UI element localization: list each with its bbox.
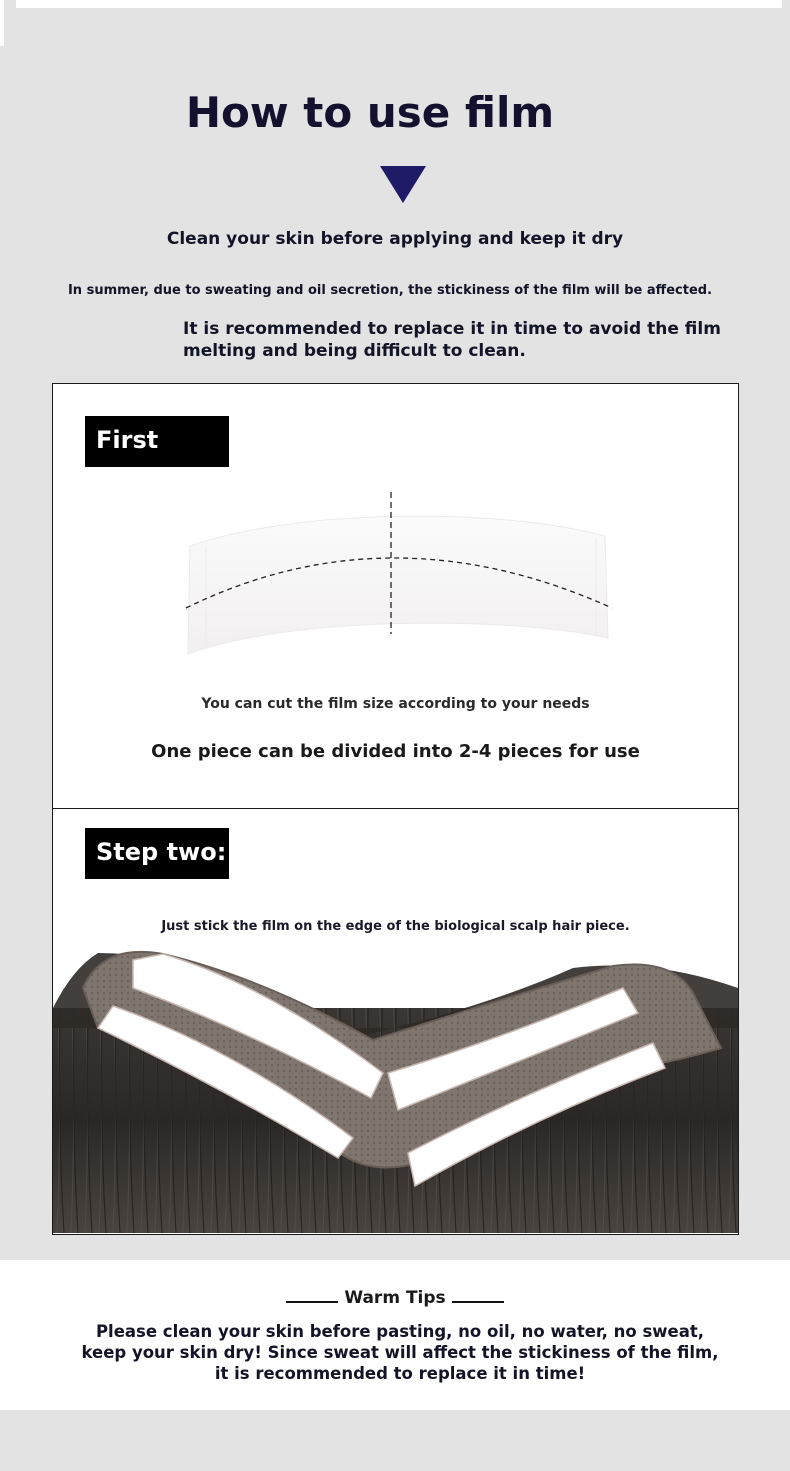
tips-title-row [0,1288,790,1308]
summer-note: In summer, due to sweating and oil secretion, the stickiness of the film will be affected. [67,283,713,298]
top-white-edge [0,0,4,46]
film-strip-shape [188,516,608,654]
tips-title-wrapper [284,1288,505,1308]
recommendation: It is recommended to replace it in time to avoid the film melting and being difficult to clean. [183,319,721,361]
down-arrow-icon [380,166,426,203]
first-step-label: First step: [85,416,229,467]
tips-line-left [286,1301,338,1303]
step-one-detail: One piece can be divided into 2-4 pieces for use [151,741,640,762]
tips-body: Please clean your skin before pasting, no oil, no water, no sweat, keep your skin dry! Since sweat will affect the stickiness of the film, it is recommended to replace it in time! [81,1322,719,1383]
step-two-label: Step two: [85,828,229,879]
top-white-band [16,0,782,8]
hair-piece-image [53,948,738,1233]
subtitle: Clean your skin before applying and keep it dry [166,229,624,249]
panel-divider [52,808,739,809]
page-title: How to use film [185,88,555,137]
step-two-caption: Just stick the film on the edge of the biological scalp hair piece. [161,919,630,934]
film-strip-diagram [180,488,620,663]
tips-line-right [452,1301,504,1303]
tips-title: Warm Tips [344,1288,446,1308]
step-one-caption: You can cut the film size according to your needs [201,696,590,712]
